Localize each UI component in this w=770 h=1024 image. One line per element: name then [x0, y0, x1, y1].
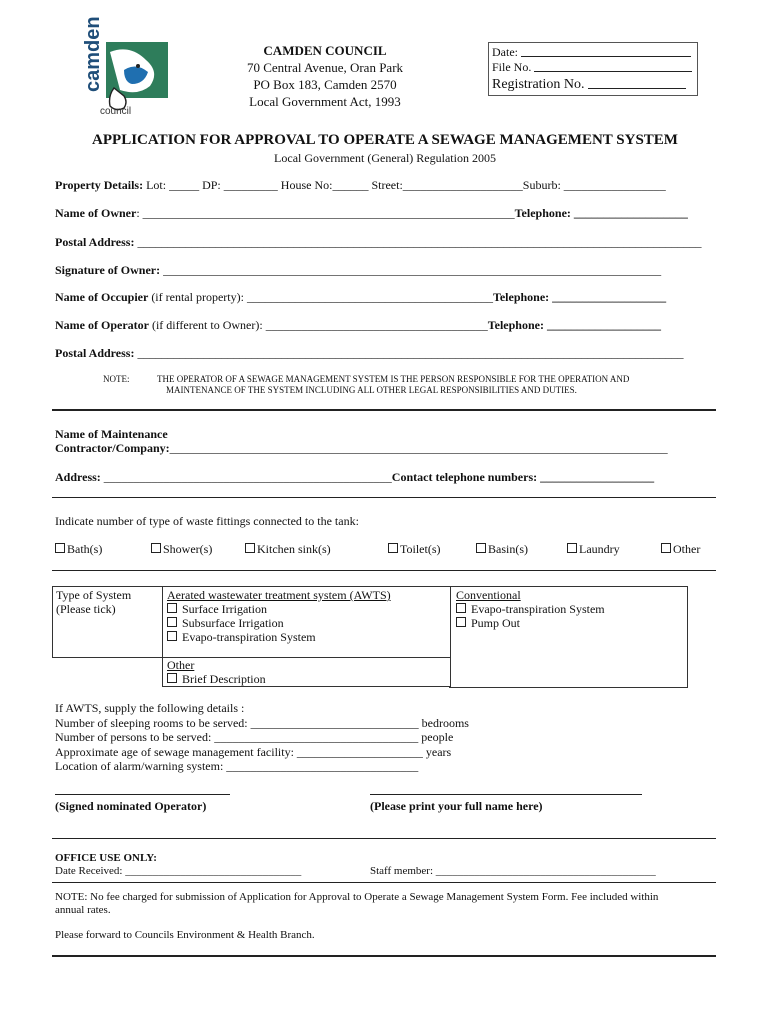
org-address-2: PO Box 183, Camden 2570 [253, 77, 397, 92]
shower-label: Shower(s) [163, 542, 213, 556]
contractor-address-label: Address: [55, 470, 104, 484]
awts-heading: Aerated wastewater treatment system (AWTS) [167, 588, 391, 602]
other-checkbox[interactable] [661, 543, 671, 553]
forward-note: Please forward to Councils Environment & Health Branch. [55, 929, 315, 941]
contractor-address-field[interactable]: ________________________________________________ [103, 470, 392, 484]
section-divider [52, 409, 716, 411]
house-no-field[interactable]: House No:______ [280, 178, 369, 192]
council-logo [80, 16, 172, 122]
maintenance-label-2: Contractor/Company: [55, 441, 170, 455]
operator-postal-field[interactable]: ___________________________________________________________________________________________ [134, 346, 684, 360]
signature-line-left[interactable] [55, 794, 230, 795]
date-label: Date: [492, 45, 518, 59]
operator-label: Name of Operator [55, 318, 149, 332]
operator-field[interactable]: _____________________________________ [265, 318, 488, 332]
form-subtitle: Local Government (General) Regulation 2005 [274, 151, 496, 165]
owner-row[interactable] [55, 206, 688, 221]
logo-word: camden [82, 16, 104, 92]
conv-option-pump[interactable] [456, 616, 605, 630]
fittings-intro: Indicate number of type of waste fittings connected to the tank: [55, 514, 359, 528]
street-field[interactable]: Street:____________________ [371, 178, 523, 192]
registration-field[interactable] [492, 75, 686, 93]
fitting-toilet[interactable] [388, 542, 440, 557]
date-received-field[interactable]: Date Received: ________________________________ [55, 865, 302, 877]
other-option-brief[interactable] [167, 672, 266, 686]
brief-description-checkbox[interactable] [167, 673, 177, 683]
office-use-heading: OFFICE USE ONLY: [55, 852, 157, 864]
org-name: CAMDEN COUNCIL [263, 43, 387, 58]
file-no-field[interactable] [492, 60, 692, 75]
operator-telephone[interactable]: Telephone: ___________________ [487, 318, 661, 332]
shower-checkbox[interactable] [151, 543, 161, 553]
form-title: APPLICATION FOR APPROVAL TO OPERATE A SEWAGE MANAGEMENT SYSTEM [92, 132, 678, 148]
toilet-label: Toilet(s) [400, 542, 441, 556]
council-header [220, 42, 430, 110]
basin-label: Basin(s) [488, 542, 528, 556]
pump-out-checkbox[interactable] [456, 617, 466, 627]
occupier-telephone[interactable]: Telephone: ___________________ [492, 290, 667, 304]
subsurface-irrigation-checkbox[interactable] [167, 617, 177, 627]
suburb-field[interactable]: Suburb: _________________ [522, 178, 666, 192]
type-label [56, 588, 131, 616]
logo-sub: council [100, 106, 132, 117]
note-line-1: THE OPERATOR OF A SEWAGE MANAGEMENT SYSTEM IS THE PERSON RESPONSIBLE FOR THE OPERATION AND [157, 374, 630, 384]
maintenance-row[interactable] [55, 441, 668, 456]
subsurface-irrigation-label: Subsurface Irrigation [182, 616, 284, 630]
occupier-field[interactable]: _________________________________________ [246, 290, 493, 304]
awts-details-intro: If AWTS, supply the following details : [55, 701, 245, 715]
occupier-row[interactable] [55, 290, 666, 305]
laundry-label: Laundry [579, 542, 620, 556]
lot-field[interactable]: Lot: _____ [146, 178, 200, 192]
conv-option-evapo[interactable] [456, 602, 605, 616]
maintenance-label-1: Name of Maintenance [55, 427, 168, 441]
conv-evapo-checkbox[interactable] [456, 603, 466, 613]
dp-field[interactable]: DP: _________ [202, 178, 278, 192]
fitting-basin[interactable] [476, 542, 528, 557]
signature-label: Signature of Owner: [55, 263, 161, 277]
awts-options [167, 588, 391, 644]
owner-telephone[interactable]: Telephone: ___________________ [514, 206, 688, 220]
occupier-label: Name of Occupier [55, 290, 149, 304]
act-reference: Local Government Act, 1993 [249, 94, 401, 109]
postal-label: Postal Address: [55, 235, 135, 249]
pump-out-label: Pump Out [471, 616, 521, 630]
fee-note [55, 891, 658, 917]
section-divider-3 [52, 570, 716, 571]
contractor-telephone[interactable]: Contact telephone numbers: ___________________ [391, 470, 655, 484]
fitting-kitchen-sink[interactable] [245, 542, 331, 557]
laundry-checkbox[interactable] [567, 543, 577, 553]
awts-details [55, 701, 469, 774]
awts-evapo-label: Evapo-transpiration System [182, 630, 316, 644]
other-options [167, 658, 266, 686]
signed-operator-label: (Signed nominated Operator) [55, 799, 207, 813]
fee-note-line-2: annual rates. [55, 904, 111, 916]
awts-option-subsurface[interactable] [167, 616, 391, 630]
facility-age-field[interactable]: Approximate age of sewage management facility: _____________________ years [55, 744, 452, 759]
bath-checkbox[interactable] [55, 543, 65, 553]
operator-note: (if different to Owner): [148, 318, 266, 332]
note-line-2: MAINTENANCE OF THE SYSTEM INCLUDING ALL OTHER LEGAL RESPONSIBILITIES AND DUTIES. [166, 385, 577, 395]
sleeping-rooms-field[interactable]: Number of sleeping rooms to be served: ____________________________ bedrooms [55, 715, 469, 730]
occupier-note: (if rental property): [148, 290, 247, 304]
kitchen-sink-label: Kitchen sink(s) [257, 542, 331, 556]
operator-row[interactable] [55, 318, 661, 333]
fitting-shower[interactable] [151, 542, 212, 557]
section-divider-2 [52, 497, 716, 498]
operator-postal-label: Postal Address: [55, 346, 135, 360]
brief-description-label: Brief Description [182, 672, 266, 686]
footer-divider [52, 955, 716, 957]
fitting-other[interactable] [661, 542, 700, 557]
owner-label: Name of Owner [55, 206, 137, 220]
note-label: NOTE: [103, 374, 130, 384]
postal-field[interactable]: ______________________________________________________________________________________________ [134, 235, 702, 249]
type-label-2: (Please tick) [56, 602, 116, 616]
surface-irrigation-label: Surface Irrigation [182, 602, 267, 616]
section-divider-4 [52, 838, 716, 839]
persons-field[interactable]: Number of persons to be served: __________________________________ people [55, 730, 454, 744]
conventional-heading: Conventional [456, 588, 521, 602]
operator-postal-row[interactable] [55, 346, 683, 361]
fitting-bath[interactable] [55, 542, 102, 557]
other-label: Other [673, 542, 701, 556]
date-field[interactable] [492, 45, 691, 60]
fitting-laundry[interactable] [567, 542, 620, 557]
owner-field[interactable]: : ______________________________________________________________ [136, 206, 515, 220]
conventional-options [456, 588, 605, 630]
toilet-checkbox[interactable] [388, 543, 398, 553]
other-heading: Other [167, 658, 195, 672]
file-no-label: File No. [492, 60, 532, 74]
alarm-location-field[interactable]: Location of alarm/warning system: ________________________________ [55, 759, 419, 773]
property-label: Property Details: [55, 178, 144, 192]
awts-option-surface[interactable] [167, 602, 391, 616]
operator-note-block [103, 374, 130, 385]
reference-box [488, 42, 698, 96]
awts-option-evapo[interactable] [167, 630, 391, 644]
section-divider-5 [52, 882, 716, 883]
postal-address-row[interactable] [55, 235, 701, 250]
awts-evapo-checkbox[interactable] [167, 631, 177, 641]
signature-line-right[interactable] [370, 794, 642, 795]
maintenance-field[interactable]: ___________________________________________________________________________________ [169, 441, 668, 455]
registration-label: Registration No. [492, 77, 585, 92]
signature-field[interactable]: ___________________________________________________________________________________ [160, 263, 662, 277]
staff-member-field[interactable]: Staff member: ________________________________________ [370, 865, 656, 877]
conv-evapo-label: Evapo-transpiration System [471, 602, 605, 616]
print-name-label: (Please print your full name here) [370, 799, 543, 813]
fee-note-line-1: NOTE: No fee charged for submission of Application for Approval to Operate a Sewage Management System Form. Fee included within [55, 891, 659, 903]
contractor-address-row[interactable] [55, 470, 654, 485]
basin-checkbox[interactable] [476, 543, 486, 553]
operator-note-text [157, 374, 629, 396]
property-details-row[interactable] [55, 178, 666, 193]
surface-irrigation-checkbox[interactable] [167, 603, 177, 613]
org-address-1: 70 Central Avenue, Oran Park [246, 60, 404, 75]
type-label-1: Type of System [56, 588, 132, 602]
signature-row[interactable] [55, 263, 661, 278]
bath-label: Bath(s) [67, 542, 103, 556]
kitchen-sink-checkbox[interactable] [245, 543, 255, 553]
